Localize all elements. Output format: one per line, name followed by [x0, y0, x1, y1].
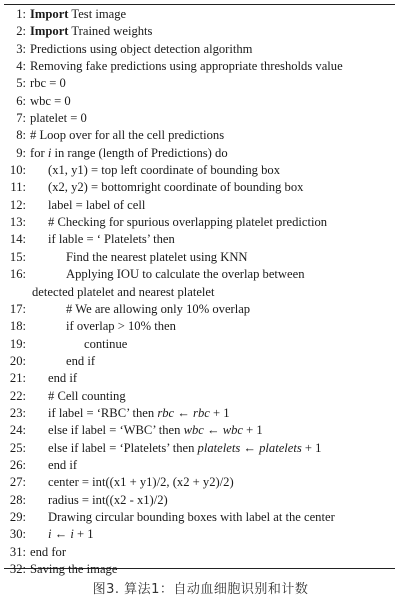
algo-line-12: 12: label = label of cell: [9, 197, 146, 212]
algo-line-29: 29: Drawing circular bounding boxes with label at the center: [9, 509, 335, 524]
algo-line-31: 31: end for: [9, 544, 67, 559]
algo-line-13: 13: # Checking for spurious overlapping platelet prediction: [9, 215, 328, 230]
algo-line-16: 16: Applying IOU to calculate the overlap between: [9, 267, 305, 282]
algo-line-18: 18: if overlap > 10% then: [9, 319, 176, 334]
algo-line-3: 3: Predictions using object detection algorithm: [16, 41, 253, 56]
algo-line-25: 25: else if label = ‘Platelets’ then platelets ← platelets + 1: [9, 440, 322, 455]
algo-line-9: 9: for i in range (length of Predictions) do: [16, 145, 228, 160]
algo-line-28: 28: radius = int((x2 - x1)/2): [9, 492, 168, 507]
algo-line-4: 4: Removing fake predictions using appropriate thresholds value: [16, 59, 343, 74]
algo-line-16-continued: detected platelet and nearest platelet: [32, 284, 215, 299]
algorithm-lines: [4, 6, 397, 578]
algo-line-11: 11: (x2, y2) = bottomright coordinate of bounding box: [10, 180, 304, 195]
algo-line-19: 19: continue: [9, 336, 128, 351]
algo-line-23: 23: if label = ‘RBC’ then rbc ← rbc + 1: [9, 405, 230, 420]
algo-line-21: 21: end if: [9, 371, 78, 386]
algo-line-27: 27: center = int((x1 + y1)/2, (x2 + y2)/2): [9, 475, 234, 490]
algo-line-2: 2: Import Trained weights: [16, 24, 153, 39]
algo-line-14: 14: if lable = ‘ Platelets’ then: [9, 232, 175, 247]
algo-line-26: 26: end if: [9, 457, 78, 472]
algo-line-24: 24: else if label = ‘WBC’ then wbc ← wbc + 1: [9, 423, 263, 438]
algo-line-6: 6: wbc = 0: [16, 93, 71, 108]
algo-line-17: 17: # We are allowing only 10% overlap: [9, 301, 251, 316]
algo-line-22: 22: # Cell counting: [9, 388, 126, 403]
algo-line-10: 10: (x1, y1) = top left coordinate of bounding box: [9, 163, 280, 178]
algo-line-1: 1: Import Test image: [16, 7, 127, 21]
algo-line-20: 20: end if: [9, 353, 96, 368]
algo-line-7: 7: platelet = 0: [16, 111, 87, 126]
figure-caption: 图3. 算法1：自动血细胞识别和计数: [92, 582, 309, 597]
algo-line-30: 30: i ← i + 1: [9, 527, 94, 542]
algo-line-5: 5: rbc = 0: [16, 76, 66, 91]
algo-line-8: 8: # Loop over for all the cell predictions: [16, 128, 225, 143]
algo-line-32: 32: Saving the image: [9, 562, 118, 576]
algo-line-15: 15: Find the nearest platelet using KNN: [9, 249, 248, 264]
